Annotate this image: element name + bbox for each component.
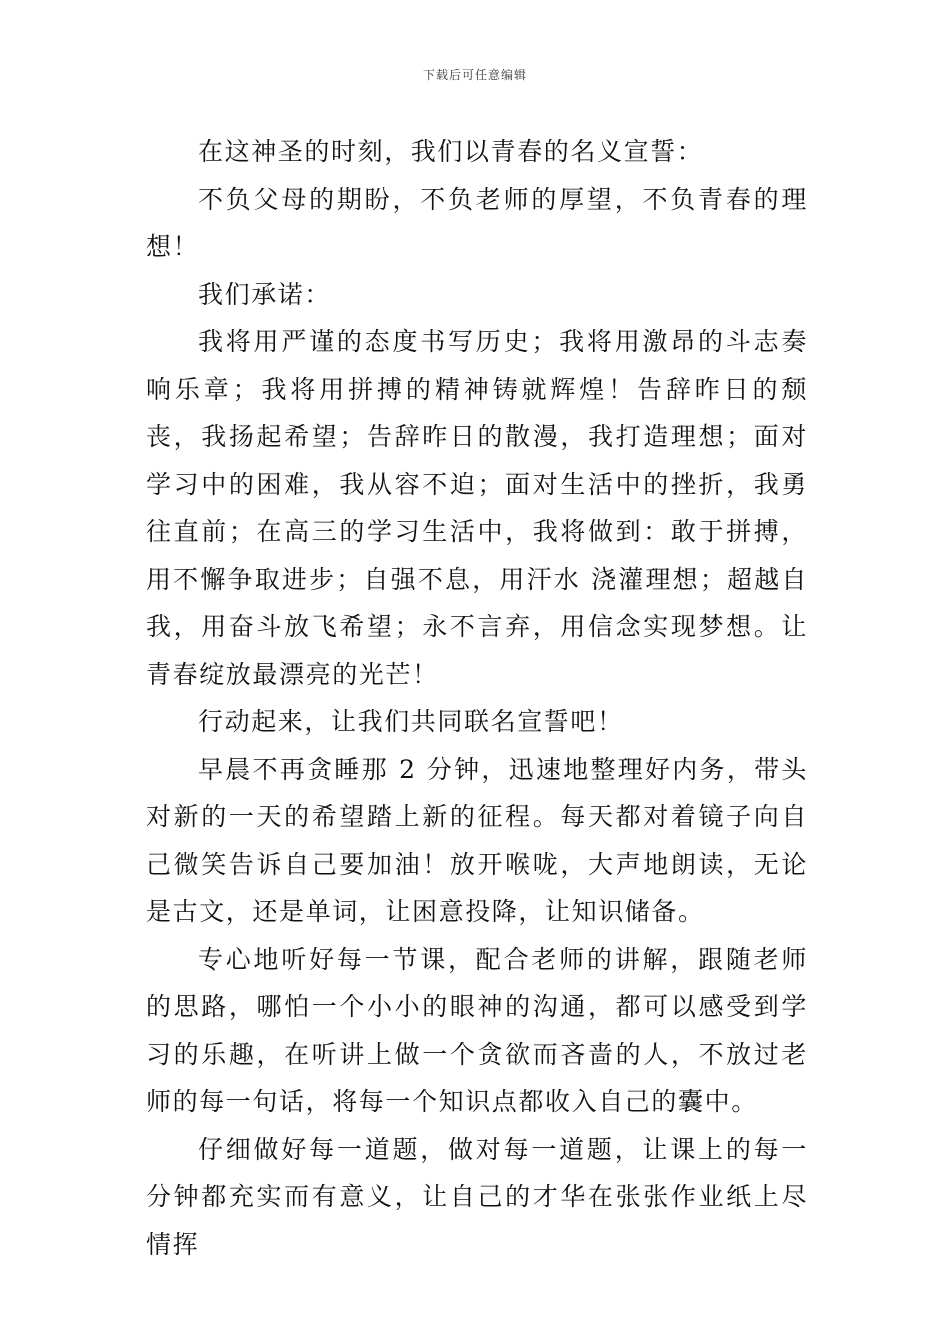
paragraph-morning: 早晨不再贪睡那 2 分钟，迅速地整理好内务，带头对新的一天的希望踏上新的征程。每天都对着镜子向自己微笑告诉自己要加油！放开喉咙，大声地朗读，无论是古文，还是单词，让困意投降，让知识储备。: [146, 754, 808, 926]
paragraph-oath-line: 不负父母的期盼，不负老师的厚望，不负青春的理想！: [146, 184, 808, 261]
paragraph-homework: 仔细做好每一道题，做对每一道题，让课上的每一分钟都充实而有意义，让自己的才华在张张作业纸上尽情挥: [146, 1134, 808, 1259]
paragraph-call-to-action: 行动起来，让我们共同联名宣誓吧！: [198, 707, 624, 736]
paragraph-promise-heading: 我们承诺：: [198, 279, 332, 309]
paragraph-promise-body: 我将用严谨的态度书写历史；我将用激昂的斗志奏响乐章；我将用拼搏的精神铸就辉煌！告辞昨日的颓丧，我扬起希望；告辞昨日的散漫，我打造理想；面对学习中的困难，我从容不迫；面对生活中的挫折，我勇往直前；在高三的学习生活中，我将做到：敢于拼搏，用不懈争取进步；自强不息，用汗水 浇灌理想；超越自我，用奋斗放飞希望；永不言弃，用信念实现梦想。让青春绽放最漂亮的光芒！: [146, 327, 808, 689]
document-body: [146, 128, 808, 1268]
page-header-note: 下载后可任意编辑: [422, 68, 527, 82]
paragraph-oath-intro: 在这神圣的时刻，我们以青春的名义宣誓：: [198, 137, 704, 166]
paragraph-class-attention: 专心地听好每一节课，配合老师的讲解，跟随老师的思路，哪怕一个小小的眼神的沟通，都可以感受到学习的乐趣，在听讲上做一个贪欲而吝啬的人，不放过老师的每一句话，将每一个知识点都收入自己的囊中。: [146, 944, 808, 1116]
